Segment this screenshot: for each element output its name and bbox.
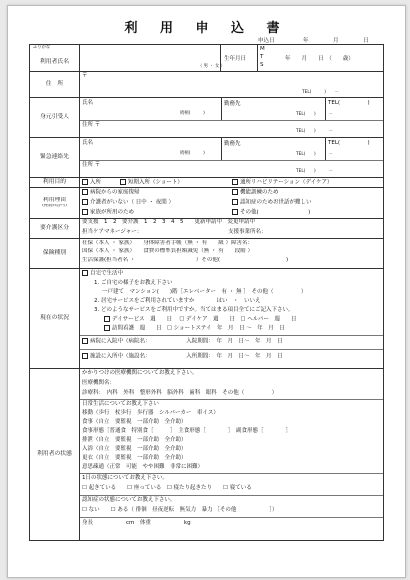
checkbox-icon <box>232 209 238 215</box>
insurance-field[interactable] <box>80 239 384 269</box>
reason-rehab[interactable]: 機能訓練のため <box>232 189 279 196</box>
current-status-label: 現在の状況 <box>30 269 80 369</box>
current-at-home[interactable]: 自宅で生活中 <box>82 270 123 277</box>
user-name-field[interactable] <box>80 45 384 72</box>
emergency-tel2[interactable]: TEL( ) － <box>296 152 333 157</box>
status-line-6[interactable]: 食事形態［普通食 特別食［ ］ 主食形態［ ］ 副食形態［ ］ <box>82 428 292 434</box>
status-line-14[interactable]: ☐ ない ☐ ある（ 徘徊 昼夜逆転 無気力 暴力 ［その他 ］） <box>82 507 278 513</box>
emergency-workplace-label: 勤務先 <box>224 141 241 147</box>
checkbox-icon <box>232 189 238 195</box>
birthdate-label: 生年月日 <box>224 56 247 62</box>
status-line-4[interactable]: 移動（歩行 杖歩行 歩行器 シルバーカー 車イス） <box>82 410 219 416</box>
checkbox-icon <box>82 189 88 195</box>
current-q2[interactable]: 2. 居宅サービスをご利用されていますか はい ・ いいえ <box>94 298 261 304</box>
reason-sublabel: (複数回答可) <box>42 203 67 208</box>
insurance-row-welfare[interactable]: 生活保護(担当者名 ・ ）その他( ) <box>82 256 289 263</box>
status-line-2[interactable]: 診療科： 内科 外科 整形外科 脳外科 歯科 眼科 その他（ ） <box>82 390 278 396</box>
insurance-row-kokuho[interactable]: 国保（本人 ・ 家族） 食費の標準負担額減免（無 ・ 有 段階 ） <box>82 248 253 255</box>
application-form-page <box>7 5 406 578</box>
current-q1-answer[interactable]: 一戸建て マンション( )階［エレベーター 有 ・ 無 ］ その他（ ） <box>102 289 307 295</box>
reason-label-cell <box>30 188 80 219</box>
emergency-label: 緊急連絡先 <box>30 138 80 178</box>
guarantor-label: 身元引受人 <box>30 98 80 138</box>
purpose-label: 利用目的 <box>30 178 80 188</box>
application-date-month: 月 <box>333 38 339 44</box>
purpose-options <box>80 178 384 188</box>
checkbox-icon <box>82 270 88 276</box>
user-condition-block <box>80 369 384 541</box>
status-line-7[interactable]: 排泄（自立 要監視 一部介助 全介助） <box>82 437 187 443</box>
guarantor-tel3[interactable]: TEL( ) － <box>296 129 333 134</box>
status-line-0: かかりつけの医療機関についてお教え下さい。 <box>82 370 198 376</box>
checkbox-icon <box>104 316 110 322</box>
status-line-12[interactable]: ☐ 起きている ☐ 座っている ☐ 寝たり起きたり ☐ 寝ている <box>82 485 252 491</box>
emergency-tel1[interactable]: TEL( ) <box>328 140 370 146</box>
reason-family-errand[interactable]: 家族が所用のため <box>82 209 134 216</box>
status-line-5[interactable]: 食事（自立 要監視 一部介助 全介助） <box>82 419 187 425</box>
checkbox-icon <box>232 199 238 205</box>
checkbox-icon <box>82 353 88 359</box>
care-level-field[interactable] <box>80 219 384 239</box>
application-date-label: 申込日 <box>258 38 275 44</box>
guarantor-block[interactable] <box>80 98 384 138</box>
status-line-15[interactable]: 身長 cm 体重 kg <box>82 520 191 526</box>
emergency-name-label: 氏名 <box>82 140 94 146</box>
current-service-1[interactable]: デイサービス 週 日 ☐ デイケア 週 日 ☐ ヘルパー 週 日 <box>104 316 296 323</box>
emergency-address[interactable]: 住所 〒 <box>82 162 101 168</box>
application-date-day: 日 <box>363 38 369 44</box>
guarantor-tel2[interactable]: TEL( ) － <box>296 112 333 117</box>
current-in-facility[interactable]: 施設に入所中（施設名： 入所期間： 年 月 日～ 年 月 日 <box>82 353 283 360</box>
emergency-relation[interactable]: 続柄( ) <box>180 151 205 156</box>
reason-other[interactable]: その他( ) <box>232 209 310 216</box>
care-level-label: 要介護区分 <box>30 219 80 239</box>
era-m[interactable]: M <box>260 46 265 52</box>
reason-dementia[interactable]: 認知症のためお世話が難しい <box>232 199 312 206</box>
status-line-1[interactable]: 医療機関名： <box>82 380 116 386</box>
status-line-3: 日常生活についてお教え下さい <box>82 401 159 407</box>
purpose-nyusho[interactable]: 入所 <box>82 179 101 186</box>
user-name-label: 利用者氏名 <box>40 58 69 65</box>
current-status-block <box>80 269 384 369</box>
care-manager-label: 担当ケアマネージャー： <box>82 229 143 235</box>
user-name-label-cell <box>30 45 80 72</box>
checkbox-icon <box>82 179 88 185</box>
reason-label: 利用理由 <box>42 197 67 204</box>
insurance-row-shaho[interactable]: 社保（本人 ・ 家族） 身体障害者手帳（無 ・ 有 級 ）障害名： <box>82 240 253 246</box>
address-field[interactable] <box>80 72 384 98</box>
reason-hospital-return[interactable]: 病院からの家庭復帰 <box>82 189 140 196</box>
checkbox-icon <box>82 209 88 215</box>
application-form-table <box>29 44 384 541</box>
insurance-label: 保険種別 <box>30 239 80 269</box>
support-office-label: 支援事業所名： <box>228 229 267 235</box>
guarantor-workplace-label: 勤務先 <box>224 101 241 107</box>
guarantor-tel1[interactable]: TEL( ) <box>328 100 370 106</box>
guarantor-relation[interactable]: 続柄( ) <box>180 111 205 116</box>
status-line-13: 認知症の状態についてお教え下さい。 <box>82 497 176 503</box>
current-service-2[interactable]: 訪問看護 週 日 ☐ ショートステイ 年 月 日 ～ 年 月 日 <box>104 325 285 332</box>
care-level-options[interactable]: 要支援 1 2 要介護 1 2 3 4 5 更新申請中 変更申請中 <box>82 219 255 225</box>
application-date-year: 年 <box>303 38 309 44</box>
status-line-11: 1日の状態についてお教え下さい。 <box>82 475 168 481</box>
emergency-block[interactable] <box>80 138 384 178</box>
checkbox-icon <box>82 338 88 344</box>
current-q1: 1. ご自宅の様子をお教え下さい <box>94 280 173 286</box>
reason-options <box>80 188 384 219</box>
form-title: 利 用 申 込 書 <box>124 21 289 36</box>
checkbox-icon <box>120 179 126 185</box>
checkbox-icon <box>104 325 110 331</box>
reason-no-caregiver[interactable]: 介護者がいない（ 日中 ・ 夜間 ） <box>82 199 174 206</box>
address-tel[interactable]: TEL( ) － <box>302 90 339 95</box>
status-line-8[interactable]: 入浴（自立 要監視 一部介助 全介助） <box>82 446 187 452</box>
furigana-label: ふりがな <box>33 45 51 50</box>
emergency-tel3[interactable]: TEL( ) － <box>296 169 333 174</box>
status-line-9[interactable]: 更衣（自立 要監視 一部介助 全介助） <box>82 455 187 461</box>
era-t[interactable]: T <box>260 54 264 60</box>
guarantor-name-label: 氏名 <box>82 100 94 106</box>
address-label: 住 所 <box>30 72 80 98</box>
purpose-short[interactable]: 短期入所（ショート） <box>120 179 183 186</box>
birthdate-field[interactable]: 年 月 日 （ 歳） <box>285 56 354 62</box>
checkbox-icon <box>82 199 88 205</box>
gender-select[interactable]: （ 男 ・ 女 ） <box>198 64 225 69</box>
guarantor-address[interactable]: 住所 〒 <box>82 122 101 128</box>
purpose-daycare[interactable]: 通所リハビリテーション（デイケア） <box>232 179 333 186</box>
user-condition-label: 利用者の状態 <box>30 369 80 541</box>
status-line-10[interactable]: 意思疎通（正常 可能 やや困難 非常に困難） <box>82 464 204 470</box>
current-q3: 3. どのようなサービスをご利用中ですか。当てはまる項目全てにご記入下さい。 <box>94 307 294 313</box>
current-hospitalized[interactable]: 病院に入院中（病院名： 入院期間： 年 月 日～ 年 月 日 <box>82 338 283 345</box>
era-s[interactable]: S <box>260 62 264 68</box>
checkbox-icon <box>232 179 238 185</box>
address-postal: 〒 <box>82 73 88 79</box>
